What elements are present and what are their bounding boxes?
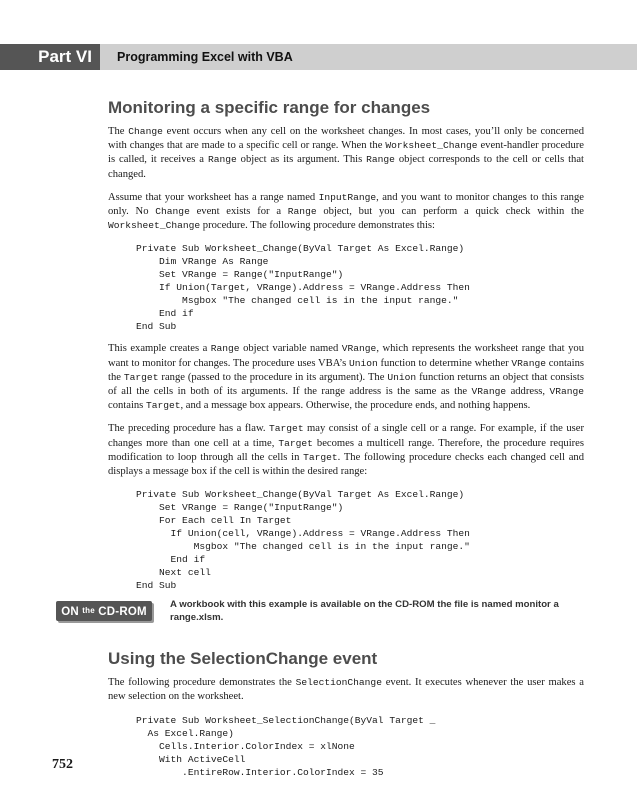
code-line: .EntireRow.Interior.ColorIndex = 35 — [136, 766, 384, 778]
code-line: If Union(cell, VRange).Address = VRange.Address Then — [136, 528, 470, 540]
code-line: End Sub — [136, 580, 177, 592]
code-line: Private Sub Worksheet_SelectionChange(ByVal Target _ — [136, 714, 436, 726]
code-line: Msgbox "The changed cell is in the input range." — [136, 295, 459, 307]
code-line: End if — [136, 308, 194, 320]
paragraph: The preceding procedure has a flaw. Target may consist of a single cell or a range. For example, if the user changes more than one cell at a time, Target becomes a multicell range. Therefore, the procedure requires modification to loop through all the cells in Target. The following procedure checks each changed cell and displays a message box if the cell is within the desired range: — [108, 423, 584, 478]
code-line: Private Sub Worksheet_Change(ByVal Target As Excel.Range) — [136, 243, 465, 255]
code-line: Dim VRange As Range — [136, 256, 269, 268]
cdrom-note — [61, 599, 584, 633]
code-listing — [108, 242, 584, 333]
page-number: 752 — [52, 757, 73, 772]
code-line: Private Sub Worksheet_Change(ByVal Target As Excel.Range) — [136, 489, 465, 501]
code-line: Msgbox "The changed cell is in the input range." — [136, 541, 470, 553]
paragraph: Assume that your worksheet has a range named InputRange, and you want to monitor changes to this range only. No Change event exists for a Range object, but you can perform a quick check within the Worksheet_Change procedure. The following procedure demonstrates this: — [108, 191, 584, 232]
part-label: Part VI — [0, 44, 100, 70]
cd-rom-icon: ON the CD-ROM — [56, 601, 152, 621]
code-line: Set VRange = Range("InputRange") — [136, 269, 344, 281]
chapter-title: Programming Excel with VBA — [117, 50, 293, 64]
code-line: As Excel.Range) — [136, 727, 234, 739]
section-heading-monitoring: Monitoring a specific range for changes — [108, 98, 431, 117]
code-line: For Each cell In Target — [136, 515, 292, 527]
paragraph: The Change event occurs when any cell on the worksheet changes. In most cases, you’ll only be concerned with changes that are made to a specific cell or range. When the Worksheet_Change event-handler procedure is called, it receives a Range object as its argument. This Range object corresponds to the cell or cells that changed. — [108, 126, 585, 180]
section-heading-selectionchange: Using the SelectionChange event — [108, 649, 378, 669]
code-line: End Sub — [136, 321, 177, 333]
code-line: End if — [136, 554, 206, 566]
code-line: If Union(Target, VRange).Address = VRange.Address Then — [136, 282, 470, 294]
cdrom-note-text: A workbook with this example is available on the CD-ROM the file is named monitor a range.xlsm. — [170, 599, 559, 623]
code-line: Cells.Interior.ColorIndex = xlNone — [136, 740, 355, 752]
code-line: With ActiveCell — [136, 753, 246, 765]
code-line: Set VRange = Range("InputRange") — [136, 502, 344, 514]
code-listing — [108, 714, 584, 779]
code-listing — [108, 488, 584, 592]
code-line: Next cell — [136, 567, 211, 579]
paragraph: The following procedure demonstrates the SelectionChange event. It executes whenever the user makes a new selection on the worksheet. — [108, 677, 584, 703]
paragraph: This example creates a Range object variable named VRange, which represents the worksheet range that you want to monitor for changes. The procedure uses VBA’s Union function to determine whether VRange contains the Target range (passed to the procedure in its argument). The Union function returns an object that consists of all the cells in both of its arguments. If the range address is the same as the VRange address, VRange contains Target, and a message box appears. Otherwise, the procedure ends, and nothing happens. — [108, 343, 584, 412]
